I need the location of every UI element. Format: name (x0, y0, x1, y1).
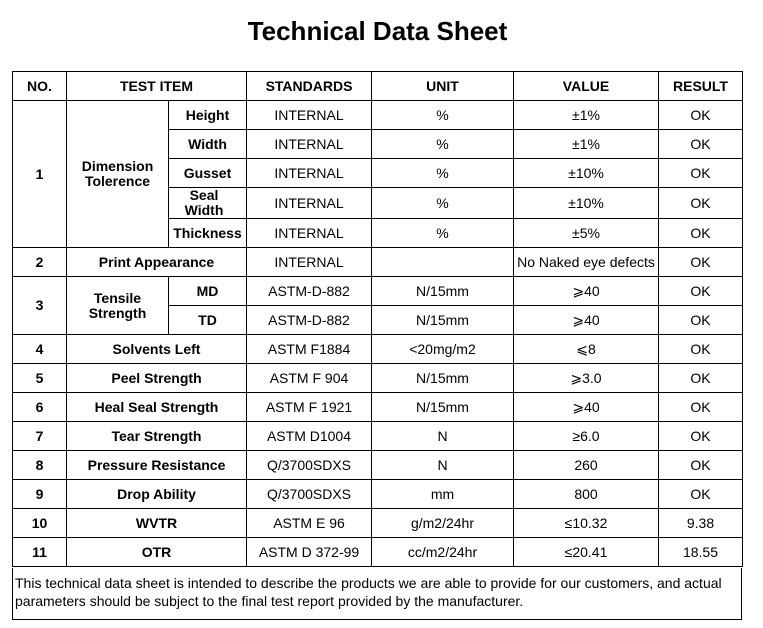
page-title: Technical Data Sheet (247, 16, 508, 46)
table-row (13, 101, 743, 130)
result-cell: OK (659, 364, 743, 393)
result-cell: 18.55 (659, 538, 743, 567)
value-cell: 260 (514, 451, 659, 480)
unit-cell: N/15mm (372, 277, 514, 306)
table-row (13, 248, 743, 277)
unit-cell: N/15mm (372, 393, 514, 422)
unit-cell: N (372, 422, 514, 451)
standard-cell: ASTM-D-882 (247, 277, 372, 306)
test-item: Solvents Left (67, 335, 247, 364)
standard-cell: ASTM F 904 (247, 364, 372, 393)
header-result: RESULT (659, 72, 743, 101)
unit-cell: mm (372, 480, 514, 509)
row-number: 4 (13, 335, 67, 364)
seal-width-label: Seal Width (184, 187, 224, 218)
value-cell: ⩾40 (514, 277, 659, 306)
standard-cell: ASTM F1884 (247, 335, 372, 364)
header-standards: STANDARDS (247, 72, 372, 101)
row-number: 2 (13, 248, 67, 277)
test-item-group: Dimension Tolerence (67, 101, 169, 248)
test-item: Drop Ability (67, 480, 247, 509)
standard-cell: ASTM D 372-99 (247, 538, 372, 567)
table-row (13, 422, 743, 451)
unit-cell: % (372, 130, 514, 159)
value-cell: ±5% (514, 219, 659, 248)
result-cell: OK (659, 480, 743, 509)
result-cell: OK (659, 277, 743, 306)
value-cell: ±10% (514, 188, 659, 219)
test-sub-item: Thickness (169, 219, 247, 248)
header-value: VALUE (514, 72, 659, 101)
header-test-item: TEST ITEM (67, 72, 247, 101)
table-row (13, 480, 743, 509)
value-cell: ±1% (514, 130, 659, 159)
header-unit: UNIT (372, 72, 514, 101)
test-sub-item: Height (169, 101, 247, 130)
table-row (13, 538, 743, 567)
table-row (13, 451, 743, 480)
test-item-group: Tensile Strength (67, 277, 169, 335)
standard-cell: ASTM D1004 (247, 422, 372, 451)
value-cell: ±10% (514, 159, 659, 188)
unit-cell (372, 248, 514, 277)
table-row (13, 393, 743, 422)
test-sub-item: TD (169, 306, 247, 335)
row-number: 1 (13, 101, 67, 248)
value-cell: ≤10.32 (514, 509, 659, 538)
table-row (13, 364, 743, 393)
technical-data-table (12, 71, 743, 567)
unit-cell: % (372, 219, 514, 248)
standard-cell: INTERNAL (247, 101, 372, 130)
value-cell: ≤20.41 (514, 538, 659, 567)
standard-cell: INTERNAL (247, 248, 372, 277)
test-item: WVTR (67, 509, 247, 538)
result-cell: OK (659, 159, 743, 188)
test-item: Peel Strength (67, 364, 247, 393)
value-cell: ⩾40 (514, 306, 659, 335)
value-cell: ±1% (514, 101, 659, 130)
table-row (13, 277, 743, 306)
row-number: 10 (13, 509, 67, 538)
test-item: Pressure Resistance (67, 451, 247, 480)
result-cell: OK (659, 101, 743, 130)
header-no: NO. (13, 72, 67, 101)
unit-cell: g/m2/24hr (372, 509, 514, 538)
standard-cell: ASTM-D-882 (247, 306, 372, 335)
result-cell: OK (659, 451, 743, 480)
value-cell: ≥6.0 (514, 422, 659, 451)
result-cell: OK (659, 306, 743, 335)
result-cell: OK (659, 130, 743, 159)
row-number: 7 (13, 422, 67, 451)
table-header-row (13, 72, 743, 101)
test-item: OTR (67, 538, 247, 567)
value-cell: No Naked eye defects (514, 248, 659, 277)
test-item: Tear Strength (67, 422, 247, 451)
result-cell: OK (659, 248, 743, 277)
standard-cell: INTERNAL (247, 159, 372, 188)
value-cell: ⩾40 (514, 393, 659, 422)
result-cell: OK (659, 188, 743, 219)
test-item: Heal Seal Strength (67, 393, 247, 422)
table-row (13, 335, 743, 364)
standard-cell: INTERNAL (247, 130, 372, 159)
standard-cell: ASTM E 96 (247, 509, 372, 538)
result-cell: OK (659, 422, 743, 451)
disclaimer-note: This technical data sheet is intended to describe the products we are able to provide for our customers, and actual parameters should be subject to the final test report provided by the manufacturer. (12, 568, 742, 620)
unit-cell: N (372, 451, 514, 480)
test-sub-item: Width (169, 130, 247, 159)
unit-cell: N/15mm (372, 364, 514, 393)
unit-cell: % (372, 188, 514, 219)
test-item: Print Appearance (67, 248, 247, 277)
unit-cell: % (372, 159, 514, 188)
result-cell: OK (659, 219, 743, 248)
standard-cell: INTERNAL (247, 188, 372, 219)
standard-cell: ASTM F 1921 (247, 393, 372, 422)
test-sub-item: MD (169, 277, 247, 306)
table-row (13, 509, 743, 538)
unit-cell: <20mg/m2 (372, 335, 514, 364)
unit-cell: N/15mm (372, 306, 514, 335)
result-cell: 9.38 (659, 509, 743, 538)
unit-cell: cc/m2/24hr (372, 538, 514, 567)
standard-cell: INTERNAL (247, 219, 372, 248)
value-cell: ⩽8 (514, 335, 659, 364)
standard-cell: Q/3700SDXS (247, 451, 372, 480)
value-cell: ⩾3.0 (514, 364, 659, 393)
row-number: 5 (13, 364, 67, 393)
test-sub-item: Gusset (169, 159, 247, 188)
row-number: 9 (13, 480, 67, 509)
test-sub-item (169, 188, 247, 219)
result-cell: OK (659, 335, 743, 364)
row-number: 8 (13, 451, 67, 480)
row-number: 3 (13, 277, 67, 335)
value-cell: 800 (514, 480, 659, 509)
row-number: 11 (13, 538, 67, 567)
unit-cell: % (372, 101, 514, 130)
standard-cell: Q/3700SDXS (247, 480, 372, 509)
result-cell: OK (659, 393, 743, 422)
row-number: 6 (13, 393, 67, 422)
